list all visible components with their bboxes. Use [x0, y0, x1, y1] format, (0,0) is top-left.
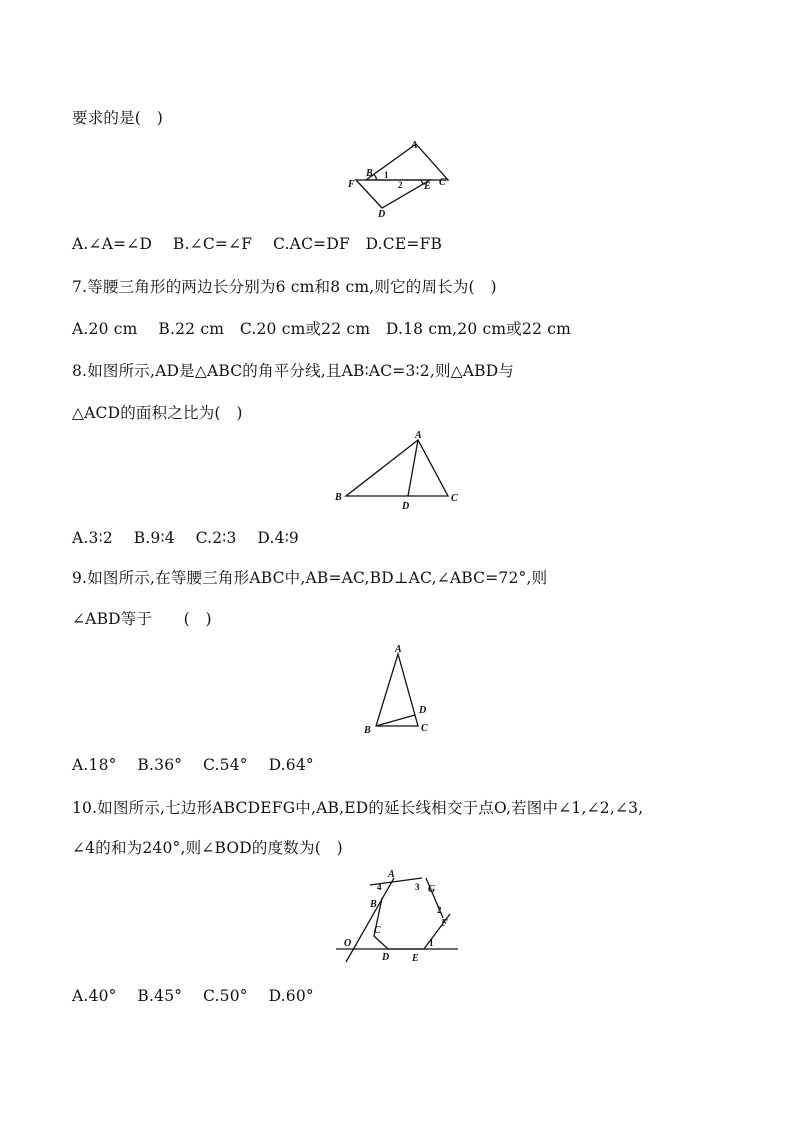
- question-10-options: A.40° B.45° C.50° D.60°: [72, 987, 314, 1005]
- question-8-stem-line-2: △ACD的面积之比为( ): [72, 404, 243, 422]
- label-angle-2: 2: [437, 905, 442, 915]
- label-c: C: [451, 493, 458, 504]
- label-e: E: [412, 953, 419, 964]
- label-angle-3: 3: [415, 882, 420, 892]
- label-d: D: [419, 705, 427, 716]
- label-c: C: [374, 925, 381, 936]
- triangle-abc: [366, 144, 448, 180]
- polygon-bcde: [374, 898, 426, 949]
- label-g: G: [428, 884, 436, 895]
- label-angle-1: 1: [429, 938, 434, 948]
- label-b: B: [370, 899, 377, 910]
- label-angle-2: 2: [398, 180, 403, 190]
- question-7-stem: 7.等腰三角形的两边长分别为6 cm和8 cm,则它的周长为( ): [72, 278, 497, 296]
- label-a: A: [388, 869, 395, 880]
- figure-q9: [358, 640, 438, 740]
- label-c: C: [439, 177, 446, 188]
- label-o: O: [344, 938, 352, 949]
- label-a: A: [415, 430, 422, 441]
- question-10-stem-line-2: ∠4的和为240°,则∠BOD的度数为( ): [72, 839, 343, 857]
- question-7-options: A.20 cm B.22 cm C.20 cm或22 cm D.18 cm,20 cm或22 cm: [72, 320, 572, 338]
- question-9-options: A.18° B.36° C.54° D.64°: [72, 756, 314, 774]
- label-d: D: [402, 501, 410, 512]
- segment-ad: [408, 440, 418, 496]
- label-c: C: [421, 723, 428, 734]
- question-10-stem-line-1: 10.如图所示,七边形ABCDEFG中,AB,ED的延长线相交于点O,若图中∠1,∠2,∠3,: [72, 799, 644, 817]
- label-b: B: [335, 492, 342, 503]
- question-9-stem-line-2: ∠ABD等于 ( ): [72, 610, 212, 628]
- angle-mark-1: [374, 175, 376, 180]
- label-b: B: [364, 725, 371, 736]
- label-e: E: [424, 181, 431, 192]
- label-d: D: [382, 952, 390, 963]
- question-6-options: A.∠A=∠D B.∠C=∠F C.AC=DF D.CE=FB: [72, 235, 443, 253]
- question-8-stem-line-1: 8.如图所示,AD是△ABC的角平分线,且AB∶AC=3∶2,则△ABD与: [72, 362, 515, 380]
- label-angle-4: 4: [377, 882, 382, 892]
- triangle-abc: [346, 440, 448, 496]
- segment-bd: [376, 715, 415, 726]
- label-f: F: [348, 179, 355, 190]
- label-angle-1: 1: [384, 170, 389, 180]
- triangle-dfe: [356, 180, 430, 208]
- question-8-options: A.3∶2 B.9∶4 C.2∶3 D.4∶9: [72, 529, 299, 547]
- question-6-stem-end: 要求的是( ): [72, 109, 163, 127]
- label-b: B: [366, 168, 373, 179]
- label-f: F: [441, 918, 448, 929]
- figure-q8: [330, 428, 470, 518]
- label-a: A: [411, 140, 418, 151]
- figure-q10: [332, 866, 464, 966]
- question-9-stem-line-1: 9.如图所示,在等腰三角形ABC中,AB=AC,BD⊥AC,∠ABC=72°,则: [72, 569, 548, 587]
- figure-q6: [340, 138, 460, 220]
- triangle-abc: [376, 654, 418, 726]
- label-a: A: [395, 644, 402, 655]
- label-d: D: [378, 209, 386, 220]
